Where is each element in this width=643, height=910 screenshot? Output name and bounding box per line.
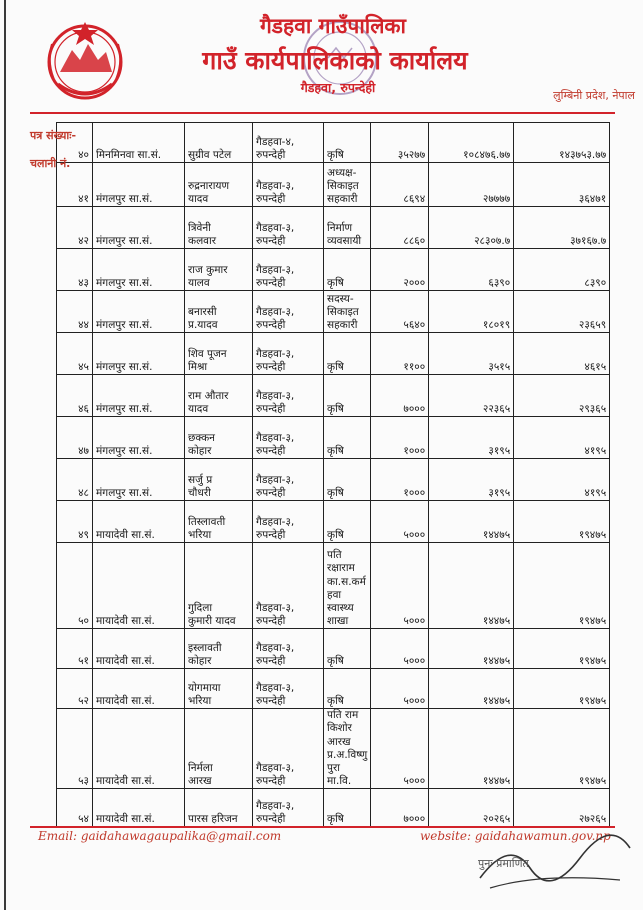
cell-line: रुपन्देही (256, 234, 286, 247)
person-name-cell (185, 375, 253, 417)
amount-cell: १००० (371, 417, 429, 459)
cell-line: गैडहवा-३, (256, 601, 295, 614)
cell-line: सहकारी (327, 192, 358, 205)
cell-line: सदस्य- (327, 292, 354, 305)
address-cell (253, 789, 324, 827)
cell-line: रुपन्देही (256, 402, 286, 415)
occupation-cell (324, 375, 371, 417)
amount-cell: १४४७५ (429, 669, 514, 709)
total-amount-cell: २३६५९ (514, 291, 610, 333)
amount-cell: ५००० (371, 543, 429, 629)
recipient-table (56, 122, 610, 827)
cell-line: गैडहवा-३, (256, 473, 295, 486)
address-cell (253, 459, 324, 501)
cell-line: सुग्रीव पटेल (188, 148, 232, 161)
cell-line: गैडहवा-३, (256, 263, 295, 276)
serial-number-cell: ५० (57, 543, 93, 629)
cell-line: रुपन्देही (256, 276, 286, 289)
serial-number-cell: ४० (57, 123, 93, 163)
footer-email: Email: gaidahawagaupalika@gmail.com (38, 829, 282, 843)
cell-line: कुमारी यादव (188, 614, 236, 627)
cell-line: रुपन्देही (256, 694, 286, 707)
occupation-cell (324, 709, 371, 789)
cell-line: रुपन्देही (256, 528, 286, 541)
address-cell (253, 123, 324, 163)
serial-number-cell: ४३ (57, 249, 93, 291)
cell-line: कृषि (327, 360, 344, 373)
organization-cell: मायादेवी सा.सं. (93, 543, 185, 629)
occupation-cell (324, 249, 371, 291)
cell-line: कोहार (188, 654, 212, 667)
occupation-cell (324, 459, 371, 501)
amount-cell: १४४७५ (429, 629, 514, 669)
cell-line: शाखा (327, 614, 349, 627)
person-name-cell (185, 459, 253, 501)
amount-cell: २०२६५ (429, 789, 514, 827)
cell-line: निर्माण (327, 221, 353, 234)
cell-line: सिकाइत (327, 305, 359, 318)
person-name-cell (185, 501, 253, 543)
organization-cell: मंगलपुर सा.सं. (93, 207, 185, 249)
cell-line: रुपन्देही (256, 444, 286, 457)
cell-line: कृषि (327, 148, 344, 161)
total-amount-cell: २७२६५ (514, 789, 610, 827)
cell-line: गुदिला (188, 601, 213, 614)
cell-line: सिकाइत (327, 179, 359, 192)
total-amount-cell: ४१९५ (514, 417, 610, 459)
organization-cell: मंगलपुर सा.सं. (93, 249, 185, 291)
person-name-cell (185, 669, 253, 709)
person-name-cell (185, 543, 253, 629)
header-office-name: गाउँ कार्यपालिकाको कार्यालय (202, 46, 468, 75)
cell-line: रुपन्देही (256, 654, 286, 667)
occupation-cell (324, 501, 371, 543)
cell-line: चौधरी (188, 486, 211, 499)
address-cell (253, 709, 324, 789)
serial-number-cell: ४१ (57, 163, 93, 207)
amount-cell: ७००० (371, 375, 429, 417)
organization-cell: मायादेवी सा.सं. (93, 669, 185, 709)
cell-line: सहकारी (327, 318, 358, 331)
cell-line: कृषि (327, 444, 344, 457)
cell-line: अध्यक्ष- (327, 166, 357, 179)
organization-cell: मायादेवी सा.सं. (93, 629, 185, 669)
occupation-cell (324, 669, 371, 709)
organization-cell: मंगलपुर सा.सं. (93, 163, 185, 207)
table-row (57, 375, 610, 417)
address-cell (253, 375, 324, 417)
cell-line: गैडहवा-३, (256, 641, 295, 654)
cell-line: कृषि (327, 276, 344, 289)
amount-cell: १४४७५ (429, 543, 514, 629)
amount-cell: ३१९५ (429, 417, 514, 459)
person-name-cell (185, 207, 253, 249)
cell-line: गैडहवा-४, (256, 135, 295, 148)
page-edge (4, 0, 6, 910)
organization-cell: मायादेवी सा.सं. (93, 789, 185, 827)
cell-line: गैडहवा-३, (256, 305, 295, 318)
cell-line: किशोर (327, 722, 352, 735)
cell-line: कृषि (327, 402, 344, 415)
amount-cell: ८६९४ (371, 163, 429, 207)
address-cell (253, 629, 324, 669)
table-row (57, 291, 610, 333)
amount-cell: २२३६५ (429, 375, 514, 417)
person-name-cell (185, 291, 253, 333)
address-cell (253, 417, 324, 459)
cell-line: छक्कन (188, 431, 215, 444)
occupation-cell (324, 163, 371, 207)
table-row (57, 163, 610, 207)
cell-line: शिव पूजन (188, 347, 227, 360)
cell-line: इस्लावती (188, 641, 222, 654)
occupation-cell (324, 629, 371, 669)
cell-line: राम औतार (188, 389, 229, 402)
person-name-cell (185, 629, 253, 669)
table-row (57, 417, 610, 459)
cell-line: योगमाया (188, 681, 221, 694)
serial-number-cell: ५१ (57, 629, 93, 669)
cell-line: रुपन्देही (256, 192, 286, 205)
amount-cell: २००० (371, 249, 429, 291)
serial-number-cell: ४२ (57, 207, 93, 249)
table-row (57, 333, 610, 375)
cell-line: सर्जु प्र (188, 473, 213, 486)
serial-number-cell: ४४ (57, 291, 93, 333)
address-cell (253, 249, 324, 291)
header-province: लुम्बिनी प्रदेश, नेपाल (553, 89, 635, 102)
person-name-cell (185, 789, 253, 827)
table-row (57, 459, 610, 501)
table-row (57, 123, 610, 163)
serial-number-cell: ४८ (57, 459, 93, 501)
amount-cell: १८०१९ (429, 291, 514, 333)
total-amount-cell: ८३९० (514, 249, 610, 291)
amount-cell: १४४७५ (429, 501, 514, 543)
organization-cell: मंगलपुर सा.सं. (93, 459, 185, 501)
person-name-cell (185, 123, 253, 163)
person-name-cell (185, 249, 253, 291)
total-amount-cell: १९४७५ (514, 501, 610, 543)
amount-cell: ५००० (371, 629, 429, 669)
person-name-cell (185, 417, 253, 459)
cell-line: रुपन्देही (256, 614, 286, 627)
person-name-cell (185, 333, 253, 375)
header-municipality-name: गैडहवा गाउँपालिका (259, 14, 406, 38)
address-cell (253, 333, 324, 375)
address-cell (253, 669, 324, 709)
amount-cell: ३१९५ (429, 459, 514, 501)
cell-line: पुरा मा.वि. (327, 761, 352, 787)
amount-cell: २८३०७.७ (429, 207, 514, 249)
cell-line: गैडहवा-३, (256, 681, 295, 694)
total-amount-cell: १९४७५ (514, 709, 610, 789)
cell-line: कृषि (327, 486, 344, 499)
cell-line: स्वास्थ्य (327, 601, 354, 614)
organization-cell: मंगलपुर सा.सं. (93, 291, 185, 333)
amount-cell: ५००० (371, 501, 429, 543)
amount-cell: ७००० (371, 789, 429, 827)
cell-line: कृषि (327, 654, 344, 667)
cell-line: रुपन्देही (256, 148, 286, 161)
occupation-cell (324, 291, 371, 333)
organization-cell: मंगलपुर सा.सं. (93, 417, 185, 459)
address-cell (253, 543, 324, 629)
amount-cell: ११०० (371, 333, 429, 375)
cell-line: गैडहवा-३, (256, 515, 295, 528)
organization-cell: मंगलपुर सा.सं. (93, 333, 185, 375)
address-cell (253, 207, 324, 249)
amount-cell: ५००० (371, 669, 429, 709)
cell-line: रुपन्देही (256, 486, 286, 499)
header-divider (30, 112, 615, 114)
address-cell (253, 163, 324, 207)
amount-cell: ५६४० (371, 291, 429, 333)
occupation-cell (324, 789, 371, 827)
cell-line: रुपन्देही (256, 318, 286, 331)
cell-line: यादव (188, 192, 209, 205)
cell-line: कृषि (327, 694, 344, 707)
serial-number-cell: ४९ (57, 501, 93, 543)
nepal-emblem-icon (40, 14, 130, 106)
cell-line: निर्मला (188, 761, 213, 774)
amount-cell: ३५१५ (429, 333, 514, 375)
amount-cell: ५००० (371, 709, 429, 789)
cell-line: रुद्रनारायण (188, 179, 230, 192)
cell-line: राज कुमार (188, 263, 228, 276)
cell-line: कृषि (327, 812, 344, 825)
footer-website: website: gaidahawamun.gov.np (420, 829, 611, 843)
amount-cell: ६३९० (429, 249, 514, 291)
serial-number-cell: ५४ (57, 789, 93, 827)
address-cell (253, 291, 324, 333)
amount-cell: ८८६० (371, 207, 429, 249)
total-amount-cell: १९४७५ (514, 543, 610, 629)
cell-line: गैडहवा-३, (256, 431, 295, 444)
amount-cell: १००० (371, 459, 429, 501)
occupation-cell (324, 123, 371, 163)
organization-cell: मिनमिनवा सा.सं. (93, 123, 185, 163)
organization-cell: मंगलपुर सा.सं. (93, 375, 185, 417)
cell-line: मिश्रा (188, 360, 208, 373)
total-amount-cell: ४१९५ (514, 459, 610, 501)
header-location: गैडहवा, रुपन्देही (300, 80, 376, 95)
cell-line: पति (327, 549, 342, 562)
cell-line: व्यवसायी (327, 234, 362, 247)
total-amount-cell: ४६१५ (514, 333, 610, 375)
amount-cell: ३५२७७ (371, 123, 429, 163)
amount-cell: १०८४७६.७७ (429, 123, 514, 163)
table-row (57, 629, 610, 669)
total-amount-cell: १४३७५३.७७ (514, 123, 610, 163)
cell-line: त्रिवेनी (188, 221, 211, 234)
cell-line: रक्षाराम (327, 562, 355, 575)
table-row (57, 709, 610, 789)
serial-number-cell: ५३ (57, 709, 93, 789)
serial-number-cell: ५२ (57, 669, 93, 709)
table-row (57, 249, 610, 291)
certification-stamp-text: पुनः प्रमाणित (478, 857, 529, 870)
cell-line: यादव (188, 402, 209, 415)
cell-line: गैडहवा-३, (256, 799, 295, 812)
cell-line: का.स.कर्म (327, 575, 366, 588)
cell-line: गैडहवा-३, (256, 389, 295, 402)
person-name-cell (185, 709, 253, 789)
total-amount-cell: १९४७५ (514, 669, 610, 709)
address-cell (253, 501, 324, 543)
occupation-cell (324, 207, 371, 249)
cell-line: गैडहवा-३, (256, 179, 295, 192)
cell-line: गैडहवा-३, (256, 347, 295, 360)
cell-line: यालव (188, 276, 210, 289)
table-row (57, 669, 610, 709)
cell-line: रुपन्देही (256, 774, 286, 787)
cell-line: आरख (327, 735, 351, 748)
cell-line: कोहार (188, 444, 212, 457)
cell-line: कलवार (188, 234, 217, 247)
cell-line: तिस्लावती (188, 515, 226, 528)
cell-line: बनारसी (188, 305, 217, 318)
table-row (57, 501, 610, 543)
cell-line: कृषि (327, 528, 344, 541)
amount-cell: २७७७७ (429, 163, 514, 207)
total-amount-cell: ३६४७१ (514, 163, 610, 207)
letter-number-label: पत्र संख्याः- (30, 129, 77, 142)
amount-cell: १४४७५ (429, 709, 514, 789)
cell-line: भरिया (188, 694, 212, 707)
cell-line: प्र.अ.विष्णु (327, 748, 368, 761)
cell-line: रुपन्देही (256, 812, 286, 825)
organization-cell: मायादेवी सा.सं. (93, 501, 185, 543)
table-row (57, 543, 610, 629)
total-amount-cell: २९३६५ (514, 375, 610, 417)
total-amount-cell: ३७१६७.७ (514, 207, 610, 249)
cell-line: प्र.यादव (188, 318, 218, 331)
cell-line: रुपन्देही (256, 360, 286, 373)
cell-line: पारस हरिजन (188, 812, 238, 825)
cell-line: भरिया (188, 528, 212, 541)
cell-line: हवा (327, 588, 342, 601)
serial-number-cell: ४६ (57, 375, 93, 417)
cell-line: आरख (188, 774, 212, 787)
table-row (57, 207, 610, 249)
person-name-cell (185, 163, 253, 207)
occupation-cell (324, 417, 371, 459)
dispatch-number-label: चलानी नं. (30, 157, 71, 170)
total-amount-cell: १९४७५ (514, 629, 610, 669)
cell-line: गैडहवा-३, (256, 221, 295, 234)
organization-cell: मायादेवी सा.सं. (93, 709, 185, 789)
cell-line: पति राम (327, 709, 359, 722)
occupation-cell (324, 543, 371, 629)
cell-line: गैडहवा-३, (256, 761, 295, 774)
serial-number-cell: ४५ (57, 333, 93, 375)
serial-number-cell: ४७ (57, 417, 93, 459)
occupation-cell (324, 333, 371, 375)
